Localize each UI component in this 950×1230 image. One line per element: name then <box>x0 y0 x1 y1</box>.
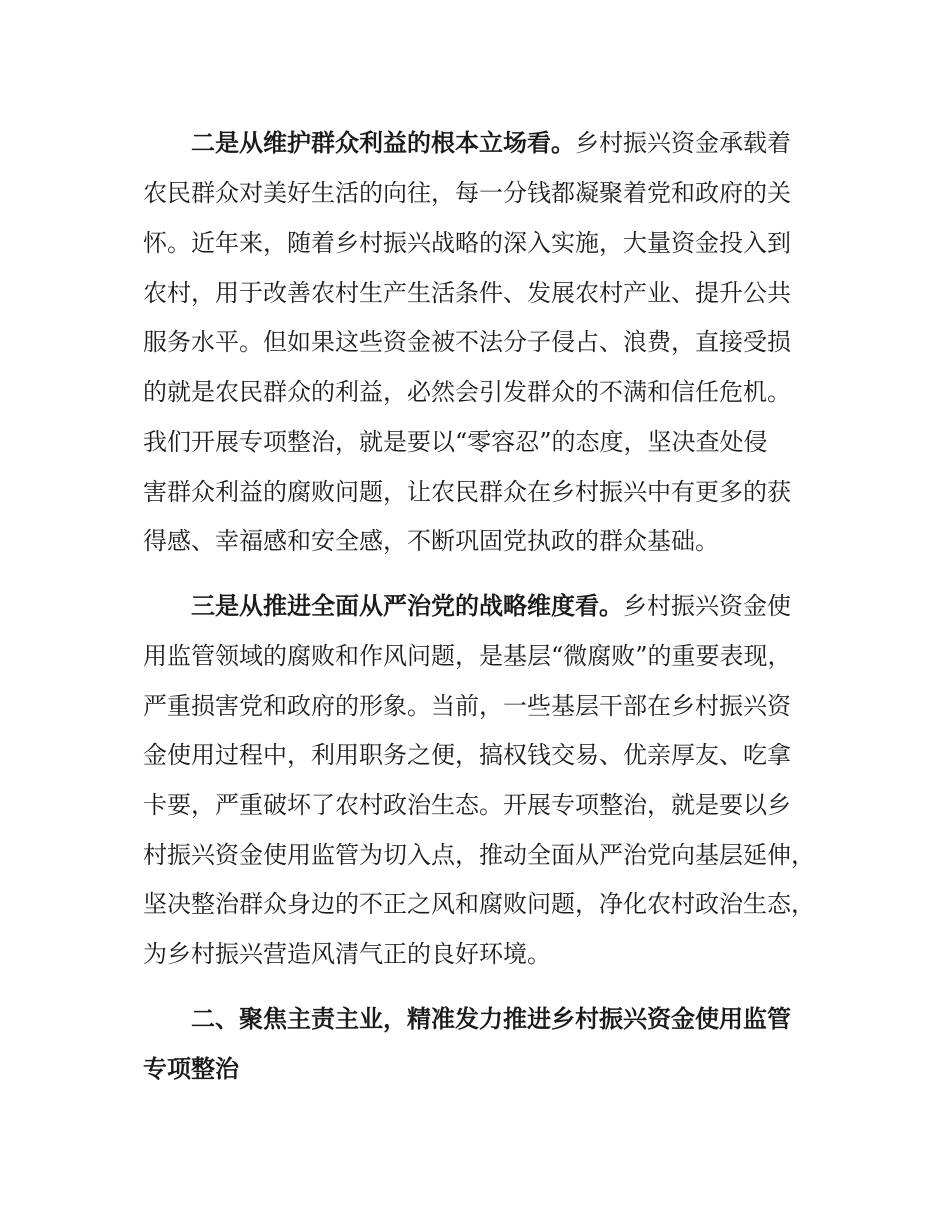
paragraph-2-line-2: 用监管领域的腐败和作风问题，是基层“微腐败”的重要表现， <box>143 642 792 670</box>
paragraph-2-line-5: 卡要，严重破坏了农村政治生态。开展专项整治，就是要以乡 <box>143 791 791 819</box>
paragraph-1-lead: 二是从维护群众利益的根本立场看。 <box>191 129 575 157</box>
paragraph-1-line-2: 农民群众对美好生活的向往，每一分钱都凝聚着党和政府的关 <box>143 179 791 207</box>
paragraph-2-line-1 <box>191 586 823 626</box>
paragraph-2-line-8: 为乡村振兴营造风清气正的良好环境。 <box>143 940 551 968</box>
section-heading-line-2: 专项整治 <box>143 1055 239 1083</box>
paragraph-1-line-6: 的就是农民群众的利益，必然会引发群众的不满和信任危机。 <box>143 378 791 406</box>
paragraph-1-line-7: 我们开展专项整治，就是要以“零容忍”的态度，坚决查处侵 <box>143 428 768 456</box>
section-heading-line-1: 二、聚焦主责主业，精准发力推进乡村振兴资金使用监管 <box>191 1005 791 1033</box>
paragraph-1-line-4: 农村，用于改善农村生产生活条件、发展农村产业、提升公共 <box>143 279 791 307</box>
paragraph-1-text: 乡村振兴资金承载着 <box>575 129 791 157</box>
paragraph-1-line-1 <box>191 123 823 163</box>
paragraph-2-lead: 三是从推进全面从严治党的战略维度看。 <box>191 592 623 620</box>
paragraph-1-line-9: 得感、幸福感和安全感，不断巩固党执政的群众基础。 <box>143 527 719 555</box>
paragraph-1-line-8: 害群众利益的腐败问题，让农民群众在乡村振兴中有更多的获 <box>143 478 791 506</box>
paragraph-1-line-5: 服务水平。但如果这些资金被不法分子侵占、浪费，直接受损 <box>143 328 791 356</box>
paragraph-1-line-3: 怀。近年来，随着乡村振兴战略的深入实施，大量资金投入到 <box>143 229 791 257</box>
paragraph-2-line-4: 金使用过程中，利用职务之便，搞权钱交易、优亲厚友、吃拿 <box>143 741 791 769</box>
paragraph-2-line-6: 村振兴资金使用监管为切入点，推动全面从严治党向基层延伸， <box>143 841 815 869</box>
paragraph-2-line-3: 严重损害党和政府的形象。当前，一些基层干部在乡村振兴资 <box>143 692 791 720</box>
paragraph-2-text: 乡村振兴资金使 <box>623 592 791 620</box>
paragraph-2-line-7: 坚决整治群众身边的不正之风和腐败问题，净化农村政治生态， <box>143 890 815 918</box>
